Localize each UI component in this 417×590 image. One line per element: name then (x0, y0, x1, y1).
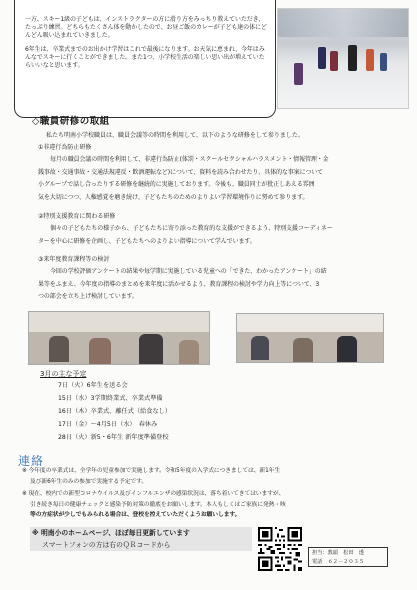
note-2 (22, 489, 382, 521)
item-1-heading: ①非違行為防止研修 (38, 144, 92, 151)
qr-code-icon[interactable] (258, 527, 302, 571)
item-1-line: 小グループで話し合ったりする研修を継続的に実施しております。今後も、職員同士が批正しあえる雰囲 (38, 181, 315, 188)
schedule-item: 15日（水）3学期終業式、卒業式準備 (58, 395, 163, 402)
schedule-item: 7日（火）6年生を送る会 (58, 382, 128, 389)
item-1-line: 銭事故・交通事故・交通法規違反・飲酒運転など)について、資料を読み合わせたり、具体的な事案について (38, 168, 324, 176)
note-2-line: ※ 現在、校内での新型コロナウイルス及びインフルエンザの感染状況は、落ち着いてきてはいますが、 (22, 491, 285, 497)
item-3-line: 今回の学校評価アンケートの結果や毎学期に実施している児童への「できた、わかったアンケート」の結 (50, 268, 327, 275)
item-2-heading: ②特別支援教育に関わる研修 (38, 213, 116, 220)
item-2-body (38, 223, 400, 248)
item-2-line: 個々の子どもたちの様子から、子どもたちに寄り添った教育的な支援ができるよう、特別支援コーディネー (50, 225, 333, 232)
top-report-box (14, 0, 276, 118)
homepage-line: ※ 明南小のホームページ、ほぼ毎日更新しています (32, 529, 190, 537)
schedule-item: 28日（火）新5・6年生 新年度準備登校 (58, 434, 169, 441)
item-1-body (38, 154, 400, 204)
item-2-line: ターを中心に研修を企画し、子どもたちへのよりよい指導について学んでいます。 (38, 237, 256, 245)
qr-instruction: スマートフォンの方は右のＱＲコードから (42, 541, 171, 549)
meeting-photo-left (28, 311, 210, 365)
homepage-notice (30, 527, 252, 551)
top-para-2: 6年生は、卒業式までのお出かけ学習はこれで最後になります。お天気に恵まれ、今年はみんなでスキーに行くことができました。また1つ、小学校生活の楽しい思い出が増えていたらいいなと思います。 (25, 46, 265, 69)
item-1-line: 毎月の職員会議の時間を利用して、非違行為防止(体罰・スクールセクシャルハラスメント・情報管理・金 (50, 156, 329, 163)
schedule-item: 16日（木）卒業式、離任式（給食なし） (58, 408, 172, 415)
note-2-line: 等の方症状が少しでもみられる場合は、登校を控えていただくようお願いします。 (30, 512, 241, 518)
note-2-line: 引き続き毎日の健康チェックと感染予防対策の徹底をお願いします。本人もしくはご家族に発熱・咳 (30, 501, 286, 508)
item-3-body (38, 266, 400, 304)
top-para-1: 一方、スキー1級の子どもは、インストラクターの方に滑り方をみっちり教えていただき、たっぷり練習。どちらもたくさん体を動かしたので、お昼ご飯のカレーが子ども達の体にどんどん吸い込まれていきました。 (25, 16, 267, 39)
contact-box (308, 547, 388, 567)
ski-photo (277, 8, 409, 109)
item-3-line: つの部会を立ち上げ検討しています。 (38, 293, 138, 300)
item-3-line: 果等をふまえ、今年度の指導のまとめを来年度に活かせるよう、教育課程の検討や学力向上等について、3 (38, 280, 320, 288)
note-1-line: 及び新6年生のみの参加で実施する予定です。 (30, 478, 148, 485)
note-1-line: ※ 今年度の卒業式は、全学年の児童参加で実施します。令和5年度の入学式につきましては、新1年生 (22, 468, 281, 474)
contact-heading: 連絡 (18, 454, 45, 468)
schedule-title: 3月の主な予定 (40, 370, 87, 378)
section-intro: 私たち明南小学校職員は、職員会議等の時間を利用して、以下のような研修をして参りました。 (46, 132, 304, 139)
item-3-heading: ③来年度教育課程等の検討 (38, 256, 110, 263)
contact-phone: 電話 ６２－２０３５ (312, 559, 364, 565)
contact-person: 担当：教頭 松田 透 (312, 550, 364, 556)
schedule-item: 17日（金）～4月5日（水） 春休み (58, 421, 158, 428)
note-1 (22, 466, 382, 487)
meeting-photo-right (236, 313, 384, 363)
item-1-line: 気を大切につつ、人権感覚を磨き続け、子どもたちのためのよりよい学習環境作りに努めて参ります。 (38, 193, 309, 201)
section-title: ◇職員研修の取組 (32, 116, 110, 127)
